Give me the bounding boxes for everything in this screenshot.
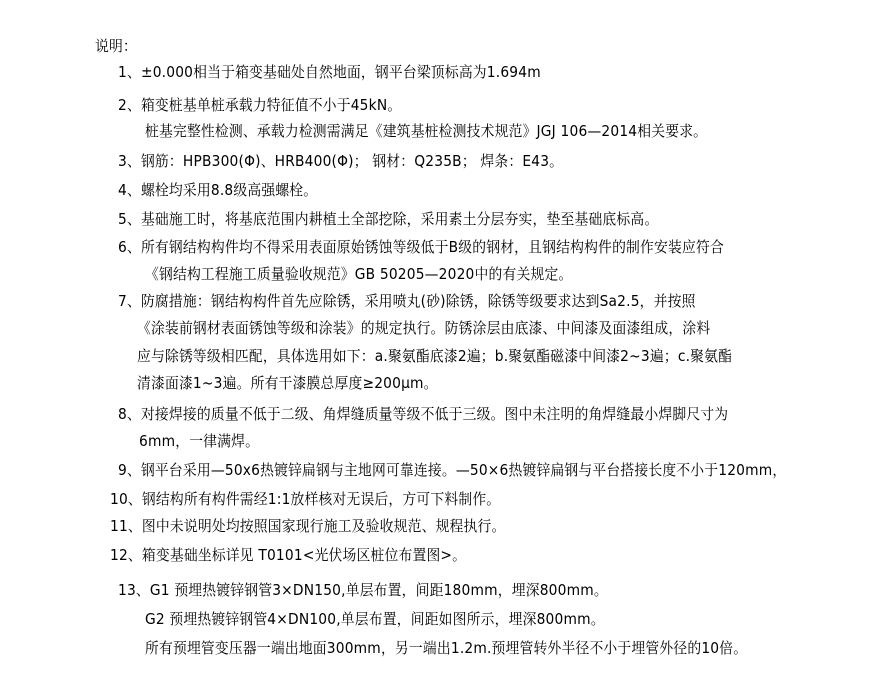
note-7: 7、防腐措施：钢结构构件首先应除锈，采用喷丸(砂)除锈，除锈等级要求达到Sa2.5，并按照	[118, 292, 696, 310]
note-9: 9、钢平台采用—50x6热镀锌扁钢与主地网可靠连接。—50×6热镀锌扁钢与平台搭接长度不小于120mm，	[118, 461, 787, 479]
note-6: 6、所有钢结构构件均不得采用表面原始锈蚀等级低于B级的钢材，且钢结构构件的制作安装应符合	[118, 238, 724, 256]
note-13: 13、G1 预埋热镀锌钢管3×DN150,单层布置，间距180mm，埋深800mm。	[118, 581, 608, 599]
note-7-continued-1: 《涂装前钢材表面锈蚀等级和涂装》的规定执行。防锈涂层由底漆、中间漆及面漆组成，涂料	[137, 319, 711, 337]
note-2: 2、箱变桩基单桩承载力特征值不小于45kN。	[118, 96, 402, 114]
note-2-continued: 桩基完整性检测、承载力检测需满足《建筑基桩检测技术规范》JGJ 106—2014相关要求。	[145, 122, 708, 140]
note-13-g2: G2 预埋热镀锌钢管4×DN100,单层布置，间距如图所示，埋深800mm。	[145, 610, 605, 628]
note-8-continued: 6mm，一律满焊。	[139, 432, 260, 450]
note-7-continued-3: 清漆面漆1~3遍。所有干漆膜总厚度≥200μm。	[137, 374, 438, 392]
note-8: 8、对接焊接的质量不低于二级、角焊缝质量等级不低于三级。图中未注明的角焊缝最小焊脚尺寸为	[118, 405, 729, 423]
note-4: 4、螺栓均采用8.8级高强螺栓。	[118, 181, 318, 199]
note-12: 12、箱变基础坐标详见 T0101<光伏场区桩位布置图>。	[110, 546, 467, 564]
note-7-continued-2: 应与除锈等级相匹配，具体选用如下：a.聚氨酯底漆2遍；b.聚氨酯磁漆中间漆2~3遍；c.聚氨酯	[137, 347, 733, 365]
note-3: 3、钢筋：HPB300(Φ)、HRB400(Φ)； 钢材：Q235B； 焊条：E43。	[118, 152, 564, 170]
note-13-continued: 所有预埋管变压器一端出地面300mm，另一端出1.2m.预埋管转外半径不小于埋管外径的10倍。	[145, 639, 748, 657]
note-1: 1、±0.000相当于箱变基础处自然地面，钢平台梁顶标高为1.694m	[118, 63, 541, 81]
note-11: 11、图中未说明处均按照国家现行施工及验收规范、规程执行。	[110, 517, 506, 535]
notes-title: 说明：	[95, 37, 137, 55]
note-5: 5、基础施工时，将基底范围内耕植土全部挖除，采用素土分层夯实，垫至基础底标高。	[118, 210, 659, 228]
note-10: 10、钢结构所有构件需经1:1放样核对无误后，方可下料制作。	[110, 490, 501, 508]
note-6-continued: 《钢结构工程施工质量验收规范》GB 50205—2020中的有关规定。	[145, 265, 573, 283]
